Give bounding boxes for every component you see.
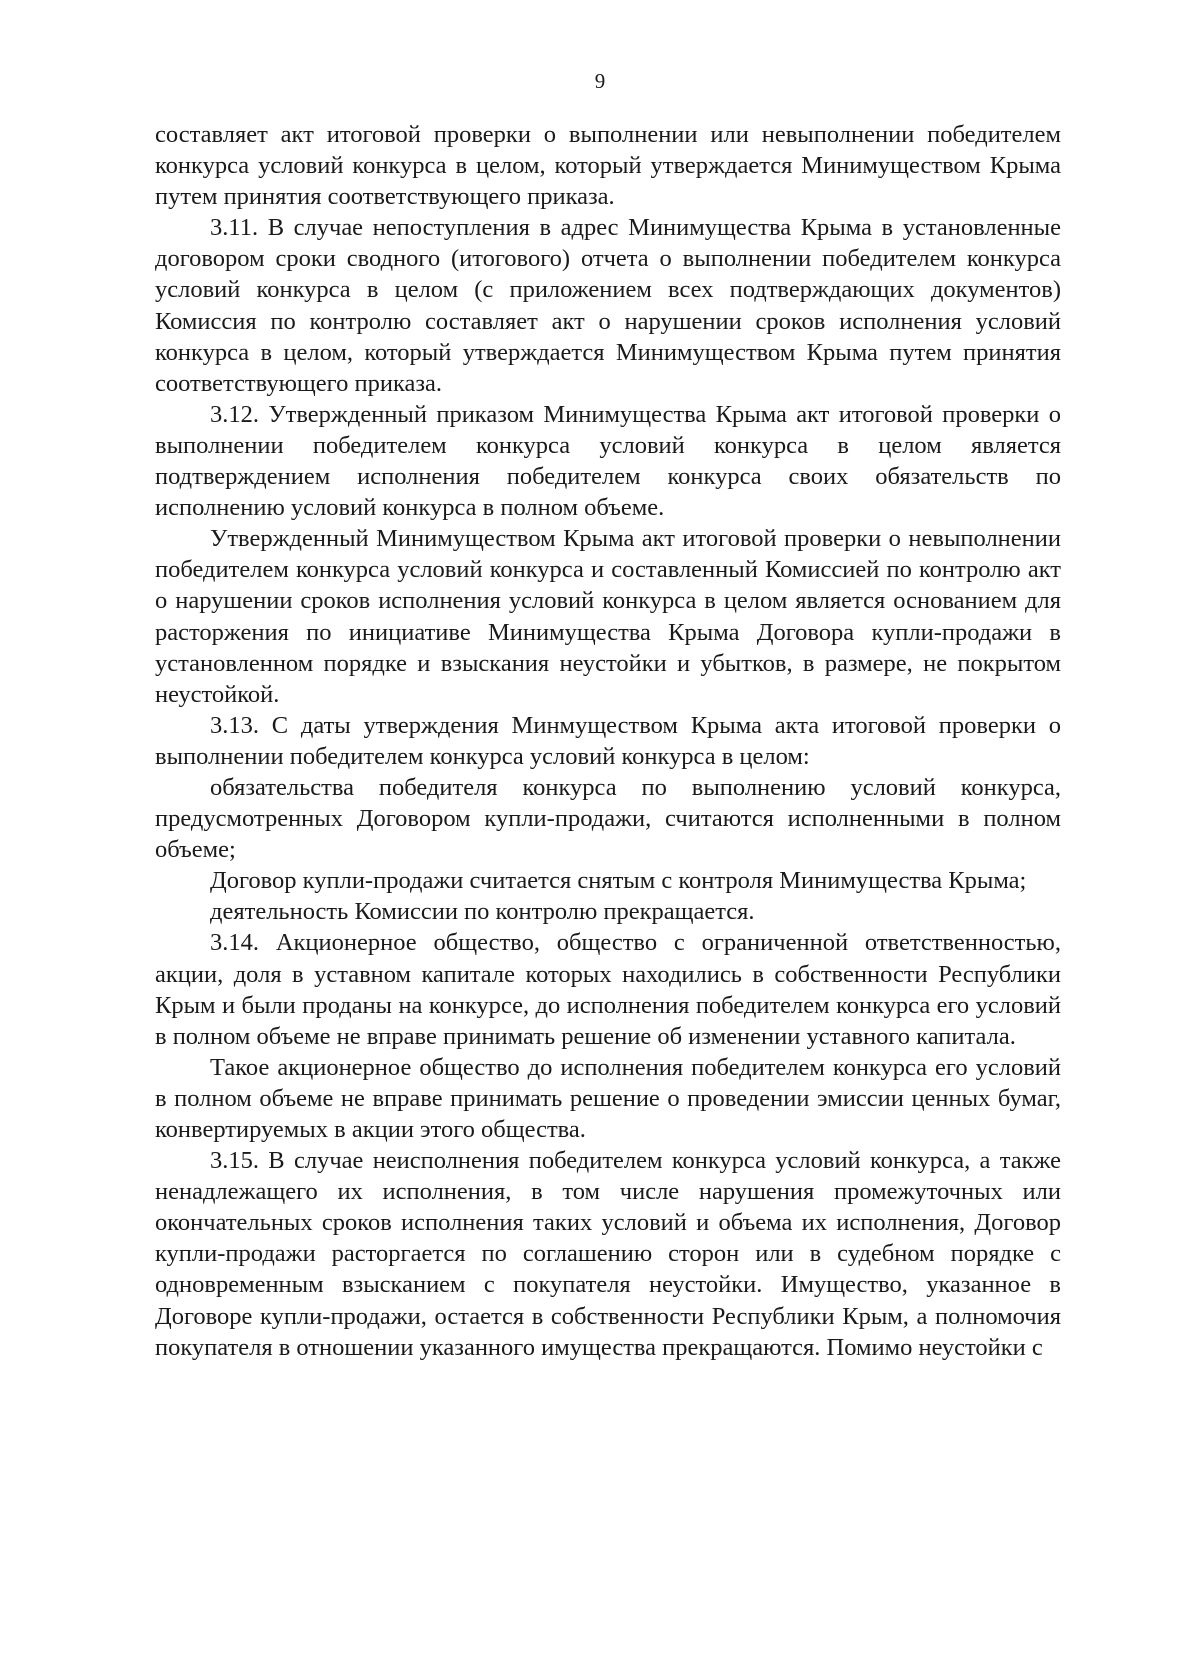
paragraph-3-13: 3.13. С даты утверждения Минмуществом Крыма акта итоговой проверки о выполнении победителем конкурса условий конкурса в целом: [155,711,1061,770]
paragraph-continuation: составляет акт итоговой проверки о выполнении или невыполнении победителем конкурса условий конкурса в целом, который утверждается Минимуществом Крыма путем принятия соответствующего приказа. [155,121,1061,211]
paragraph-3-12: 3.12. Утвержденный приказом Минимущества Крыма акт итоговой проверки о выполнении победителем конкурса условий конкурса в целом является подтверждением исполнения победителем конкурса своих обязательств по исполнению условий конкурса в полном объеме. [155,400,1061,522]
paragraph-3-15: 3.15. В случае неисполнения победителем конкурса условий конкурса, а также ненадлежащего их исполнения, в том числе нарушения промежуточных или окончательных сроков исполнения таких условий и объема их исполнения, Договор купли-продажи расторгается по соглашению сторон или в судебном порядке с одновременным взысканием с покупателя неустойки. Имущество, указанное в Договоре купли-продажи, остается в собственности Республики Крым, а полномочия покупателя в отношении указанного имущества прекращаются. Помимо неустойки с [155,1147,1061,1361]
paragraph-3-14: 3.14. Акционерное общество, общество с ограниченной ответственностью, акции, доля в уставном капитале которых находились в собственности Республики Крым и были проданы на конкурсе, до исполнения победителем конкурса его условий в полном объеме не вправе принимать решение об изменении уставного капитала. [155,929,1061,1050]
document-body [155,119,1061,1363]
paragraph-3-14-second: Такое акционерное общество до исполнения победителем конкурса его условий в полном объеме не вправе принимать решение о проведении эмиссии ценных бумаг, конвертируемых в акции этого общества. [155,1053,1061,1143]
paragraph-3-13-item-2: Договор купли-продажи считается снятым с контроля Минимущества Крыма; [210,867,1027,895]
page-number: 9 [594,69,606,93]
paragraph-3-11: 3.11. В случае непоступления в адрес Минимущества Крыма в установленные договором сроки сводного (итогового) отчета о выполнении победителем конкурса условий конкурса в целом (с приложением всех подтверждающих документов) Комиссия по контролю составляет акт о нарушении сроков исполнения условий конкурса в целом, который утверждается Минимуществом Крыма путем принятия соответствующего приказа. [155,214,1061,397]
paragraph-3-13-item-1: обязательства победителя конкурса по выполнению условий конкурса, предусмотренных Договором купли-продажи, считаются исполненными в полном объеме; [155,773,1061,864]
paragraph-3-13-item-3: деятельность Комиссии по контролю прекращается. [210,898,755,926]
paragraph-3-12-second: Утвержденный Минимуществом Крыма акт итоговой проверки о невыполнении победителем конкурса условий конкурса и составленный Комиссией по контролю акт о нарушении сроков исполнения условий конкурса в целом является основанием для расторжения по инициативе Минимущества Крыма Договора купли-продажи в установленном порядке и взыскания неустойки и убытков, в размере, не покрытом неустойкой. [155,525,1061,708]
